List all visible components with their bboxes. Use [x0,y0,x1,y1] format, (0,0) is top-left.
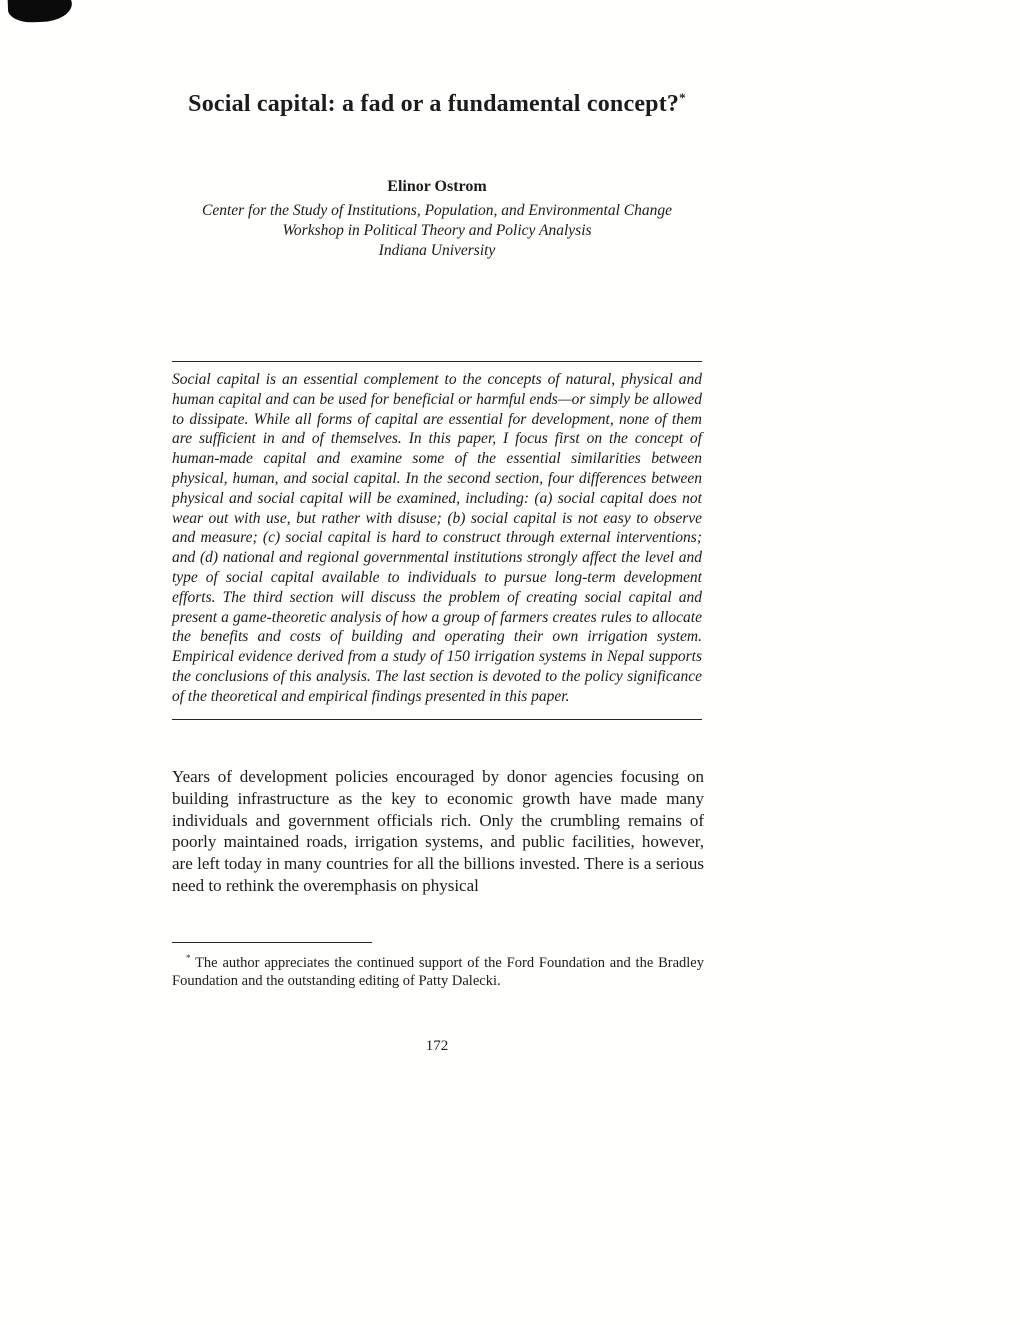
page-number: 172 [425,1038,449,1054]
affiliation-line-1: Center for the Study of Institutions, Population, and Environmental Change [202,202,672,219]
footnote-text: The author appreciates the continued support of the Ford Foundation and the Bradley Foundation and the outstanding editing of Patty Dalecki. [172,954,704,990]
abstract-section [172,361,702,720]
paper-title [170,90,704,118]
footnote-rule [172,942,372,943]
author-name: Elinor Ostrom [387,178,487,195]
affiliation-line-3: Indiana University [378,242,496,259]
abstract-text: Social capital is an essential complement to the concepts of natural, physical and human capital and can be used for beneficial or harmful ends—or simply be allowed to dissipate. While all forms of capital are essential for development, none of them are sufficient in and of themselves. In this paper, I focus first on the concept of human-made capital and examine some of the essential similarities between physical, human, and social capital. In the second section, four differences between physical and social capital will be examined, including: (a) social capital does not wear out with use, but rather with disuse; (b) social capital is not easy to observe and measure; (c) social capital is hard to construct through external interventions; and (d) national and regional governmental institutions strongly affect the level and type of social capital available to individuals to pursue long-term development efforts. The third section will discuss the problem of creating social capital and present a game-theoretic analysis of how a group of farmers creates rules to allocate the benefits and costs of building and operating their own irrigation system. Empirical evidence derived from a study of 150 irrigation systems in Nepal supports the conclusions of this analysis. The last section is devoted to the policy significance of the theoretical and empirical findings presented in this paper. [172,371,702,705]
paper-title-text: Social capital: a fad or a fundamental concept? [188,91,680,117]
body-paragraph: Years of development policies encouraged by donor agencies focusing on building infrastructure as the key to economic growth have made many individuals and government officials rich. Only the crumbling remains of poorly maintained roads, irrigation systems, and public facilities, however, are left today in many countries for all the billions invested. There is a serious need to rethink the overemphasis on physical [172,767,704,895]
footnote-text-line [172,949,704,991]
footnote-section [172,942,704,991]
title-footnote-marker: * [679,90,686,105]
scan-artifact-mark [8,0,73,23]
affiliation-line-2: Workshop in Political Theory and Policy Analysis [282,222,592,239]
footnote-marker: * [186,953,191,963]
author-block [148,178,726,261]
